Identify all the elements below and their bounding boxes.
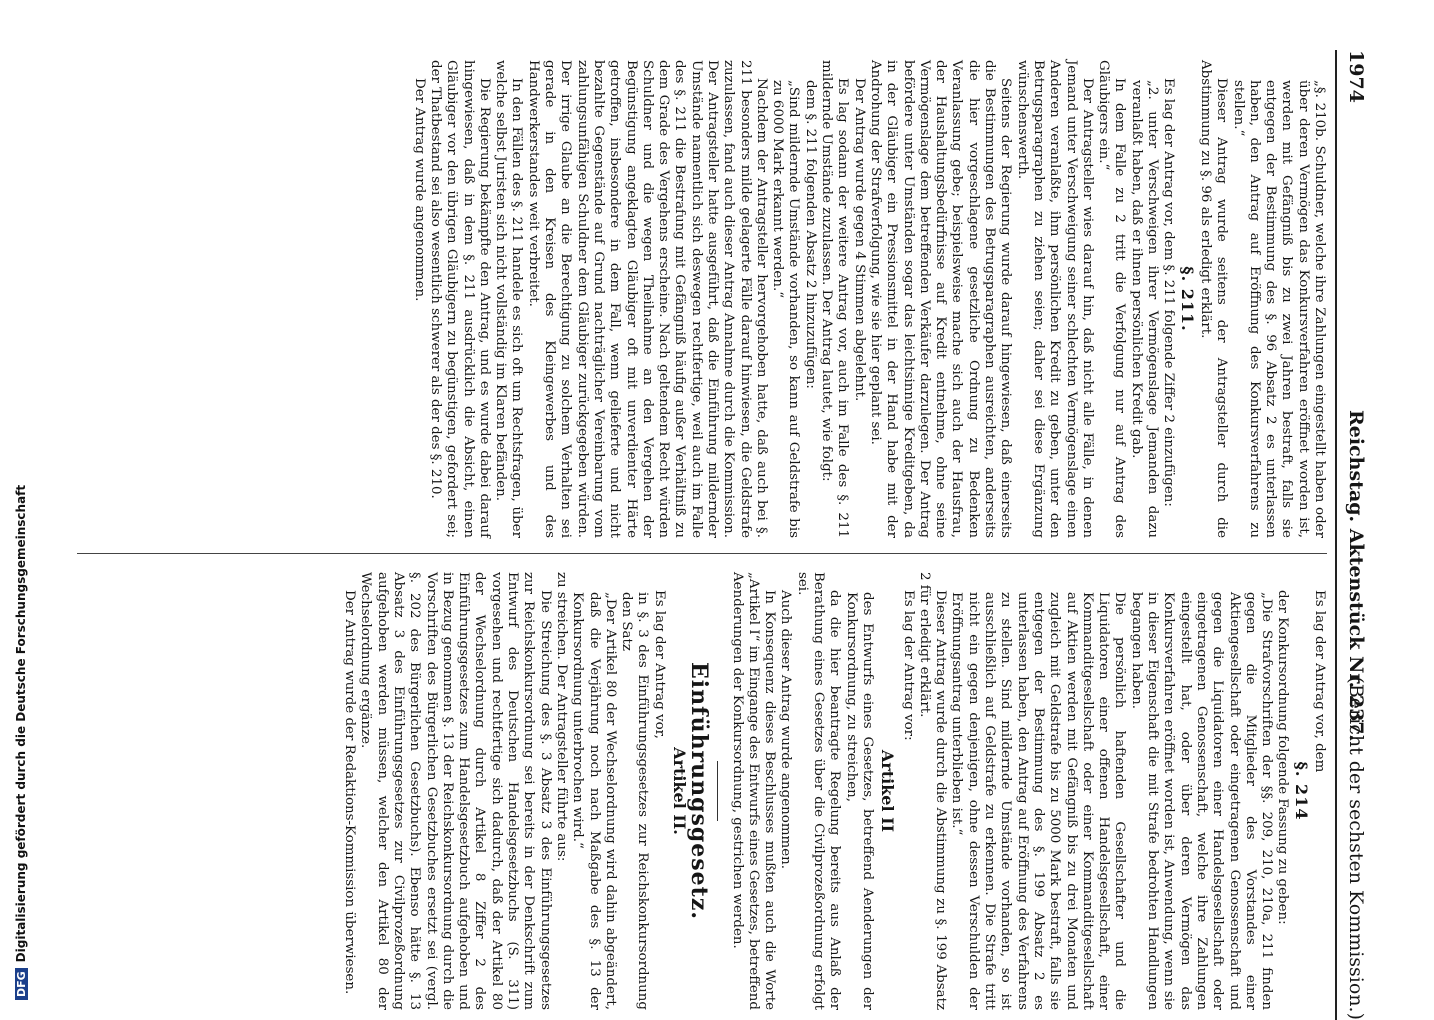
paragraph: dem §. 211 folgenden Absatz 2 hinzuzufügen:	[802, 80, 818, 389]
paragraph: Es lag sodann der weitere Antrag vor, auch im Falle des §. 211 mildernde Umstände zuzulassen. Der Antrag lautet, wie folgt:	[819, 60, 851, 538]
paragraph: Die Regierung bekämpfte den Antrag, und es wurde dabei darauf hingewiesen, daß in dem §. 211 ausdrücklich die Absicht, einen Gläubiger vor den übrigen Gläubigern zu begünstigen, gefordert sei; der Thatbestand sei also wesentlich schwerer als der des §. 210.	[427, 60, 492, 538]
section-heading-214: §. 214	[1291, 761, 1311, 821]
paragraph: In dem Falle zu 2 tritt die Verfolgung nur auf Antrag des Gläubigers ein.“	[1096, 60, 1128, 538]
paragraph: Auch dieser Antrag wurde angenommen.	[778, 590, 794, 870]
footer-inner	[14, 485, 28, 1000]
paragraph: „Sind mildernde Umstände vorhanden, so kann auf Geldstrafe bis zu 6000 Mark erkannt werden.“	[770, 80, 802, 538]
page-header	[1341, 50, 1367, 1020]
paragraph: Der Antragsteller wies darauf hin, daß nicht alle Fälle, in denen Jemand unter Verschweigung seiner schlechten Vermögenslage einen Anderen veranlaßte, ihm persönlichen Kredit zu geben, unter den Betrugsparagraphen zu ziehen seien; daher sei diese Ergänzung wünschenswerth.	[1014, 60, 1095, 538]
paragraph: „Der Artikel 80 der Wechselordnung wird dahin abgeändert, daß die Verjährung noch nach Maßgabe des §. 13 der Konkursordnung unterbrochen wird.“	[570, 592, 618, 1010]
artikel-heading: Artikel II	[878, 749, 898, 833]
header-subtitle: (Bericht der sechsten Kommission.)	[1345, 676, 1367, 1020]
paragraph: Es lag der Antrag vor:	[900, 590, 916, 741]
paragraph: zu streichen. Der Antragsteller führte aus:	[553, 572, 569, 862]
paragraph: Der Antrag wurde angenommen.	[411, 78, 427, 302]
paragraph: da die hier beantragte Regelung bereits aus Anlaß der Berathung eines Gesetzes über die Civilprozeßordnung erfolgt sei.	[794, 572, 843, 1010]
paragraph: „Die Strafvorschriften der §§. 209, 210, 210a, 211 finden gegen die Mitglieder des Vorstandes einer Aktiengesellschaft oder eingetragenen Genossenschaft und gegen die Liquidatoren einer Handelsgesellschaft oder eingetragenen Genossenschaft, welche ihre Zahlungen eingestellt hat, oder über deren Vermögen das Konkursverfahren eröffnet worden ist, Anwendung, wenn sie in dieser Eigenschaft die mit Strafe bedrohten Handlungen begangen haben.	[1128, 592, 1275, 1010]
paragraph: in §. 3 des Einführungsgesetzes zur Reichskonkursordnung den Satz	[619, 592, 651, 1010]
paragraph: „2. unter Verschweigen ihrer Vermögenslage Jemanden dazu veranlaßt haben, daß er ihnen persönlichen Kredit gab.	[1128, 80, 1161, 538]
paragraph: Der Antrag wurde gegen 4 Stimmen abgelehnt.	[851, 78, 867, 402]
column-separator	[77, 553, 1327, 554]
paragraph: Nachdem der Antragsteller hervorgehoben hatte, daß auch bei §. 211 besonders milde gelagerte Fälle darauf hinwiesen, die Geldstrafe zuzulassen, fand auch dieser Antrag Annahme durch die Kommission. Der Antragsteller hatte ausgeführt, daß die Einführung mildernder Umstände namentlich sich deswegen rechtfertige, weil auch im Falle des §. 211 die Bestrafung mit Gefängniß häufig außer Verhältniß zu dem Grade des Vergehens erscheine. Nach geltendem Recht würden Schuldner und die wegen Theilnahme an den Vergehen der Begünstigung angeklagten Gläubiger oft mit unverdienter Härte getroffen, insbesondere in dem Fall, wenn gelieferte und nicht bezahlte Gegenstände auf Grund nachträglicher Vereinbarung vom zahlungsunfähigen Schuldner dem Gläubiger zurückgegeben würden. Der irrige Glaube an die Berechtigung zu solchem Verhalten sei gerade in den Kreisen des Kleingewerbes und des Handwerkerstandes weit verbreitet.	[525, 60, 769, 538]
einfuehrungsgesetz-heading: Einführungsgesetz.	[686, 661, 713, 920]
paragraph: Es lag der Antrag vor,	[651, 590, 667, 739]
paragraph: Der Antrag wurde der Redaktions-Kommission überwiesen.	[342, 590, 358, 995]
paragraph: Dieser Antrag wurde durch die Abstimmung zu §. 199 Absatz 2 für erledigt erklärt.	[916, 572, 949, 1010]
dfg-logo: DFG	[15, 968, 28, 1000]
footer-text: Digitalisierung gefördert durch die Deutsche Forschungsgemeinschaft	[14, 484, 28, 963]
paragraph: „§. 210b. Schuldner, welche ihre Zahlungen eingestellt haben oder über deren Vermögen das Konkursverfahren eröffnet worden ist, werden mit Gefängniß bis zu zwei Jahren bestraft, falls sie entgegen der Bestimmung des §. 96 Absatz 2 es unterlassen haben, den Antrag auf Eröffnung des Konkursverfahrens zu stellen.“	[1230, 80, 1327, 538]
paragraph: In Konsequenz dieses Beschlusses mußten auch die Worte „Artikel I“ im Eingange des Entwurfs eines Gesetzes, betreffend Aenderungen der Konkursordnung, gestrichen werden.	[729, 572, 778, 1010]
intro-paragraphs	[1197, 60, 1327, 538]
right-column	[341, 572, 1327, 1010]
section-divider	[717, 761, 718, 821]
paragraph: der Konkursordnung folgende Fassung zu geben:	[1275, 590, 1291, 925]
paragraph: Es lag der Antrag vor, dem	[1312, 590, 1327, 773]
paragraph: In den Fällen des §. 211 handele es sich oft um Rechtsfragen, über welche selbst Juristen sich nicht vollständig im Klaren befänden.	[493, 60, 525, 538]
page-number: 1974	[1345, 50, 1367, 103]
header-rule	[1335, 50, 1337, 1020]
left-column	[410, 60, 1327, 538]
paragraph: Seitens der Regierung wurde darauf hingewiesen, daß einerseits die Bestimmungen des Betrugsparagraphen ausreichten, anderseits die hier vorgeschlagene gesetzliche Ordnung zu Bedenken Veranlassung gebe; beispielsweise mache sich auch der Hausfrau, der Haushaltungsbedürfnisse auf Kredit entnehme, ohne seine Vermögenslage dem betreffenden Verkäufer darzulegen. Der Antrag befördere unter Umständen sogar das leichtsinnige Kreditgeben, da in der Gläubiger ein Pressionsmittel in der Hand habe mit der Androhung der Strafverfolgung, wie sie hier geplant sei.	[867, 60, 1014, 538]
paragraph: Die persönlich haftenden Gesellschafter und die Liquidatoren einer offenen Handelsgesellschaft, einer Kommanditgesellschaft oder einer Kommanditgesellschaft auf Aktien werden mit Gefängniß bis zu drei Monaten und zugleich mit Geldstrafe bis zu 5000 Mark bestraft, falls sie entgegen der Bestimmung des §. 199 Absatz 2 es unterlassen haben, den Antrag auf Eröffnung des Verfahrens zu stellen. Sind mildernde Umstände vorhanden, so ist ausschließlich auf Geldstrafe zu erkennen. Die Strafe tritt nicht ein gegen denjenigen, ohne dessen Verschulden der Eröffnungsantrag unterblieben ist.“	[949, 592, 1128, 1010]
artikel-heading: Artikel II.	[670, 747, 690, 835]
paragraph: des Entwurfs eines Gesetzes, betreffend Aenderungen der Konkursordnung, zu streichen,	[843, 592, 875, 1010]
header-title: Reichstag. Aktenstück Nr. 237.	[1345, 410, 1367, 742]
document-page	[67, 50, 1367, 1020]
paragraph: Die Streichung des §. 3 Absatz 3 des Einführungsgesetzes zur Reichskonkursordnung sei bereits in der Denkschrift zum Entwurf des Deutschen Handelsgesetzbuchs (S. 311) vorgesehen und rechtfertige sich dadurch, daß der Artikel 80 der Wechselordnung durch Artikel 8 Ziffer 2 des Einführungsgesetzes zum Handelsgesetzbuch aufgehoben und in Bezug genommen §. 13 der Reichskonkursordnung durch die Vorschriften des Bürgerlichen Gesetzbuches ersetzt sei (vergl. §. 202 des Bürgerlichen Gesetzbuchs). Ebenso hätte §. 13 Absatz 3 des Einführungsgesetzes zur Civilprozeßordnung aufgehoben werden müssen, welcher den Artikel 80 der Wechselordnung ergänze.	[358, 572, 553, 1010]
paragraph: Es lag der Antrag vor, dem §. 211 folgende Ziffer 2 einzufügen:	[1161, 78, 1177, 507]
section-heading-211: §. 211.	[1177, 266, 1197, 332]
paragraph: Dieser Antrag wurde seitens der Antragsteller durch die Abstimmung zu §. 96 als erledigt erklärt.	[1197, 60, 1230, 538]
